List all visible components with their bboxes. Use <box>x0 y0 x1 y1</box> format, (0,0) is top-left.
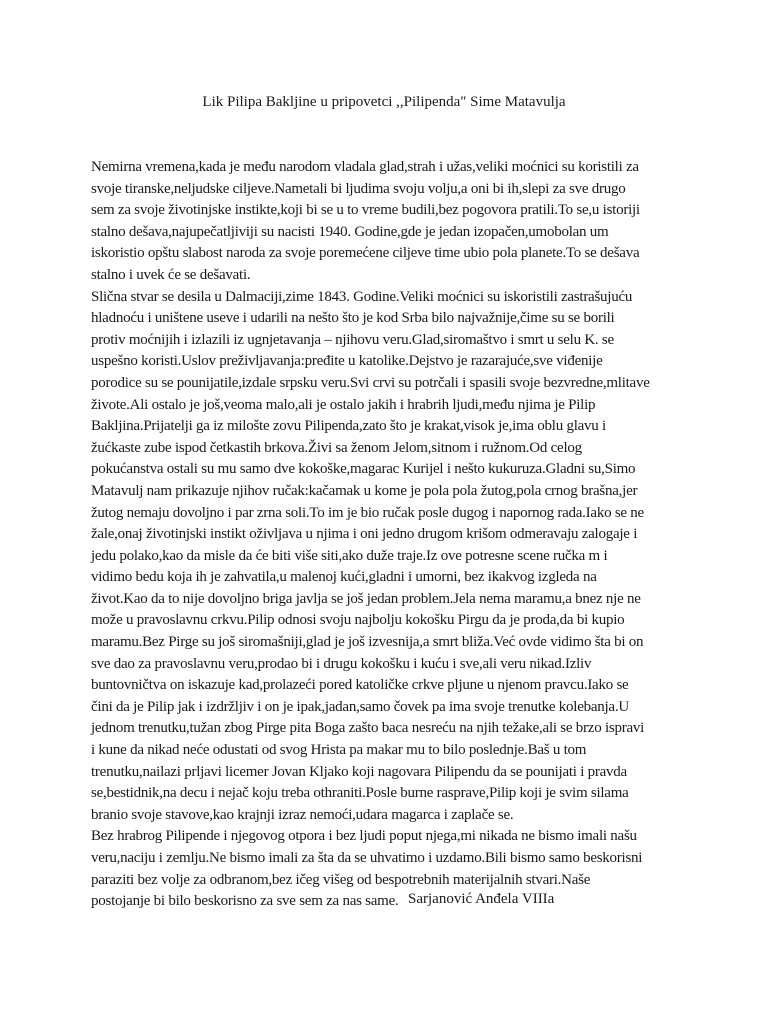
text-line: život.Kao da to nije dovoljno briga javlja se još jedan problem.Jela nema maramu,a bnez nje ne <box>91 590 641 607</box>
text-line: stalno dešava,najupečatljiviji su nacisti 1940. Godine,gde je jedan izopačen,umobolan um <box>91 223 609 240</box>
text-line: Matavulj nam prikazuje njihov ručak:kačamak u kome je pola pola žutog,pola crnog brašna,jer <box>91 482 638 499</box>
text-line: jednom trenutku,tužan zbog Pirge pita Boga zašto baca nesreću na njih težake,ali se brzo ispravi <box>91 720 645 737</box>
text-line: branio svoje stavove,kao krajnji izraz nemoći,udara magarca i zaplače se. <box>91 806 514 823</box>
document-body <box>91 157 711 913</box>
text-line: uspešno koristi.Uslov preživljavanja:pređite u katolike.Dejstvo je razarajuće,sve viđenije <box>91 353 603 370</box>
text-line: buntovničtva on iskazuje kad,prolazeći pored katoličke crkve pljune u njenom pravcu.Iako se <box>91 677 629 694</box>
author-signature: Sarjanović Anđela VIIIa <box>408 891 555 907</box>
text-line: žutog nemaju dovoljno i par zrna soli.To im je bio ručak posle dugog i napornog rada.Iako se ne <box>91 504 644 521</box>
text-line: čini da je Pilip jak i izdržljiv i on je ipak,jadan,samo čovek pa ima svoje trenutke kolebanja.U <box>91 698 629 715</box>
text-line: porodice su se pounijatile,izdale srpsku veru.Svi crvi su potrčali i spasili svoje bezvredne,mlitave <box>91 374 650 391</box>
text-line: može u pravoslavnu crkvu.Pilip odnosi svoju najbolju kokošku Pirgu da je proda,da bi kupio <box>91 612 625 629</box>
document-title: Lik Pilipa Bakljine u pripovetci ,,Pilipenda" Sime Matavulja <box>202 94 566 110</box>
text-line: žale,onaj životinjski instikt oživljava u njima i oni jedno drugom krišom odmeravaju zalogaje i <box>91 526 638 543</box>
text-line: sem za svoje životinjske instikte,koji bi se u to vreme budili,bez pogovora pratili.To se,u istoriji <box>91 202 640 219</box>
text-line: sve dao za pravoslavnu veru,prodao bi i drugu kokošku i kuću i sve,ali veru nikad.Izliv <box>91 655 592 672</box>
text-line: Slična stvar se desila u Dalmaciji,zime 1843. Godine.Veliki moćnici su iskoristili zastrašujuću <box>91 288 633 305</box>
text-line: živote.Ali ostalo je još,veoma malo,ali je ostalo jakih i hrabrih ljudi,među njima je Pilip <box>91 396 596 413</box>
text-line: paraziti bez volje za odbranom,bez ičeg višeg od bespotrebnih materijalnih stvari.Naše <box>91 871 591 888</box>
text-line: Bez hrabrog Pilipende i njegovog otpora i bez ljudi poput njega,mi nikada ne bismo imali našu <box>91 828 637 845</box>
text-line: stalno i uvek će se dešavati. <box>91 266 251 283</box>
text-line: žućkaste zube ispod četkastih brkova.Živi sa ženom Jelom,sitnom i ružnom.Od celog <box>91 439 582 456</box>
text-line: pokućanstva ostali su mu samo dve kokoške,magarac Kurijel i nešto kukuruza.Gladni su,Simo <box>91 461 636 478</box>
text-line: Nemirna vremena,kada je među narodom vladala glad,strah i užas,veliki moćnici su koristili za <box>91 159 639 175</box>
text-line: veru,naciju i zemlju.Ne bismo imali za šta da se uhvatimo i uzdamo.Bili bismo samo beskorisni <box>91 850 643 866</box>
text-line: hladnoću i uništene useve i udarili na nešto što je kod Srba bilo najvažnije,čime su se borili <box>91 310 615 327</box>
text-line: Bakljina.Prijatelji ga iz milošte zovu Pilipenda,zato što je krakat,visok je,ima oblu glavu i <box>91 418 606 435</box>
text-line: vidimo bedu koja ih je zahvatila,u malenoj kući,gladni i umorni, bez ikakvog izgleda na <box>91 569 597 586</box>
text-line: protiv moćnijih i izlazili iz ugnjetavanja – njihovu veru.Glad,siromaštvo i smrt u selu K. se <box>91 331 614 348</box>
text-line: iskoristio opštu slabost naroda za svoje poremećene ciljeve time ubio pola planete.To se dešava <box>91 245 640 262</box>
text-line: jedu polako,kao da misle da će biti više siti,ako duže traje.Iz ove potresne scene ručka m i <box>91 547 608 564</box>
text-line: svoje tiranske,neljudske ciljeve.Nametali bi ljudima svoju volju,a oni bi ih,slepi za sve drugo <box>91 180 626 197</box>
text-line: postojanje bi bilo beskorisno za sve sem za nas same. <box>91 893 399 910</box>
text-line: maramu.Bez Pirge su još siromašniji,glad je još izvesnija,a smrt bliža.Već ovde vidimo šta bi on <box>91 634 644 651</box>
text-line: i kune da nikad neće odustati od svog Hrista pa makar mu to bilo poslednje.Baš u tom <box>91 742 587 759</box>
text-line: se,bestidnik,na decu i nejač koju treba othraniti.Posle burne rasprave,Pilip koji je svim silama <box>91 785 629 802</box>
text-line: trenutku,nailazi prljavi licemer Jovan Kljako koji nagovara Pilipendu da se pounijati i pravda <box>91 763 627 780</box>
